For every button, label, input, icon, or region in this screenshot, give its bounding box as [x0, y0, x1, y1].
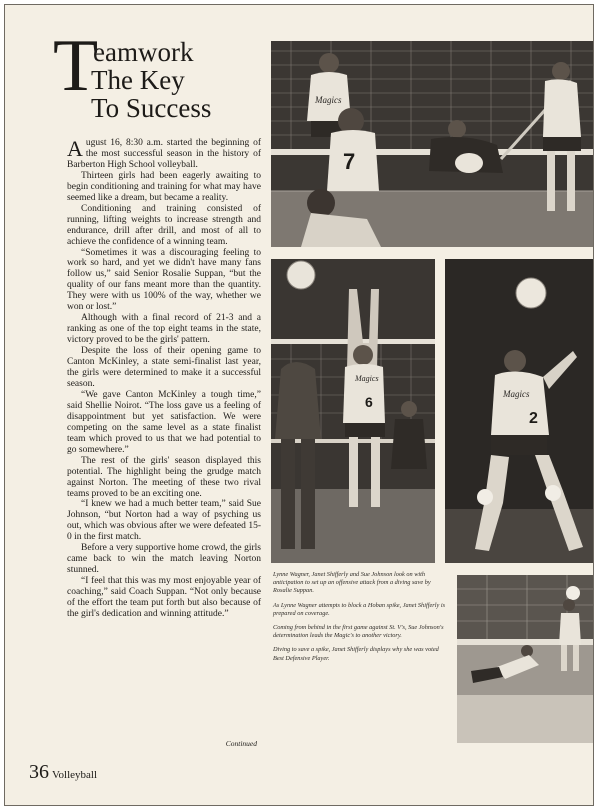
yearbook-page [4, 4, 594, 806]
article-paragraph: “I feel that this was my most enjoyable year of coaching,” said Coach Suppan. “Not only because of the effort the team put forth but also because of the girl's dedication and winning attitude.” [67, 576, 261, 619]
page-number: 36 [29, 761, 49, 783]
caption: Lynne Wagner, Janet Shifferly and Sue Johnson look on with anticipation to set up an offensive attack from a diving save by Rosalie Suppan. [273, 571, 431, 595]
article-paragraph: The rest of the girls' season displayed this potential. The highlight being the grudge match against Norton. The meeting of these two rival teams proved to be an exciting one. [67, 455, 261, 499]
title-line-3: To Success [91, 93, 212, 123]
jersey-number: 7 [343, 149, 356, 174]
article-paragraph: Before a very supportive home crowd, the girls came back to win the match leaving Norton stunned. [67, 543, 261, 576]
title-line-2: The Key [91, 65, 185, 95]
article-paragraph: Conditioning and training consisted of running, lifting weights to increase strength and endurance, drill after drill, and most of all to achieve the confidence of a winning team. [67, 203, 261, 247]
continued-label: Continued [225, 739, 257, 748]
jersey-logo: Magics [355, 374, 379, 383]
section-name: Volleyball [52, 769, 98, 781]
article-paragraph: August 16, 8:30 a.m. started the beginning of the most successful season in the history of Barberton High School volleyball. [67, 136, 261, 170]
article-paragraph: Thirteen girls had been eagerly awaiting to begin conditioning and training for what may have seemed like a dream, but became a reality. [67, 170, 261, 203]
jersey-logo: Magics [315, 95, 342, 105]
article-paragraph: Despite the loss of their opening game to Canton McKinley, a state semi-finalist last year, the girls were determined to make it a successful season. [67, 346, 261, 389]
article-paragraph: Although with a final record of 21-3 and a ranking as one of the top eight teams in the state, victory proved to be the girls' pattern. [67, 313, 261, 346]
caption: As Lynne Wagner attempts to block a Hoban spike, Janet Shifferly is prepared on coverage. [273, 601, 446, 617]
caption: Coming from behind in the first game against St. V's, Sue Johnson's determination leads the Magic's to another victory. [273, 624, 444, 640]
title-line-1: eamwork [93, 37, 194, 67]
photo-team-at-net [271, 41, 593, 247]
jersey-number: 2 [529, 410, 538, 427]
article-body [67, 138, 261, 620]
photo-player-with-ball [445, 259, 593, 563]
title-dropcap: T [53, 25, 99, 107]
page-footer [29, 761, 97, 784]
article-title [53, 25, 267, 135]
photo-diving-save [457, 575, 593, 743]
photo-captions [273, 571, 451, 669]
caption: Diving to save a spike, Janet Shifferly displays why she was voted Best Defensive Player. [273, 646, 439, 662]
article-paragraph: “Sometimes it was a discouraging feeling to work so hard, and yet we didn't have many fans follow us,” said Senior Rosalie Suppan, “but the quality of our fans meant more than the quantity. They were with us 100% of the way, whether we won or lost.” [67, 247, 261, 313]
jersey-logo: Magics [503, 389, 530, 399]
article-paragraph: “We gave Canton McKinley a tough time,” said Shellie Noirot. “The loss gave us a feeling of disappointment but yet satisfaction. We were competing on the same level as a state finalist team which proved to us that we had potential to go somewhere.” [67, 389, 261, 455]
jersey-number: 6 [365, 394, 373, 410]
photo-block-at-net [271, 259, 435, 563]
paragraph-dropcap: A [67, 136, 83, 161]
article-paragraph: “I knew we had a much better team,” said Sue Johnson, “but Norton had a way of psyching us out, which was obvious after we were defeated 15-0 in the first match. [67, 499, 261, 543]
